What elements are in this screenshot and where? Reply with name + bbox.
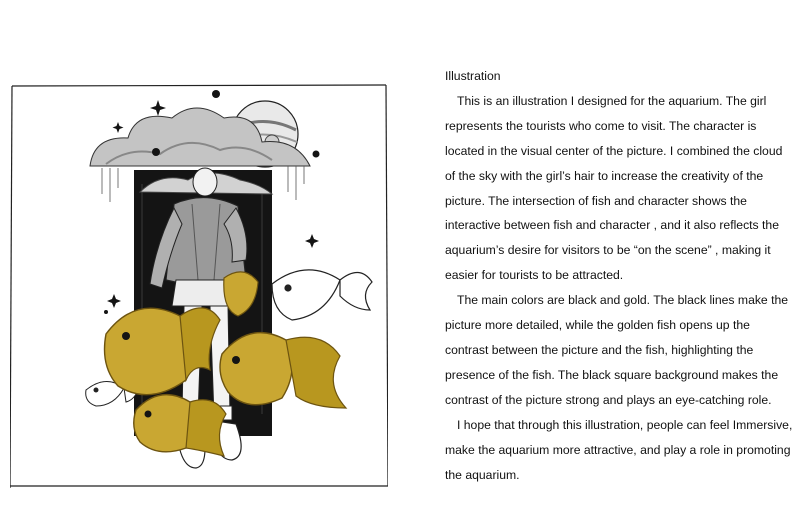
article-title: Illustration — [445, 69, 501, 83]
illustration-drawing — [10, 84, 388, 488]
aquarium-illustration — [10, 84, 388, 488]
article-paragraph-3: I hope that through this illustration, people can feel Immersive, make the aquarium more attractive, and play a role in promoting the aquarium. — [445, 417, 793, 482]
golden-fish-center-right — [220, 333, 346, 408]
white-fish — [272, 270, 372, 320]
golden-fish-bottom-left — [134, 395, 226, 456]
article-paragraph-1: This is an illustration I designed for the aquarium. The girl represents the tourists who come to visit. The character is located in the visual center of the picture. I combined the cloud of the sky with the girl’s hair to increase the creativity of the picture. The intersection of fish and character shows the interactive between fish and character , and it also reflects the aquarium’s desire for visitors to be “on the scene” , making it easier for tourists to be attracted. — [445, 93, 783, 283]
article — [445, 64, 795, 487]
article-paragraph-2: The main colors are black and gold. The black lines make the picture more detailed, while the golden fish opens up the contrast between the picture and the fish, highlighting the presence of the fish. The black square background makes the contrast of the picture strong and plays an eye-catching role. — [445, 293, 789, 407]
